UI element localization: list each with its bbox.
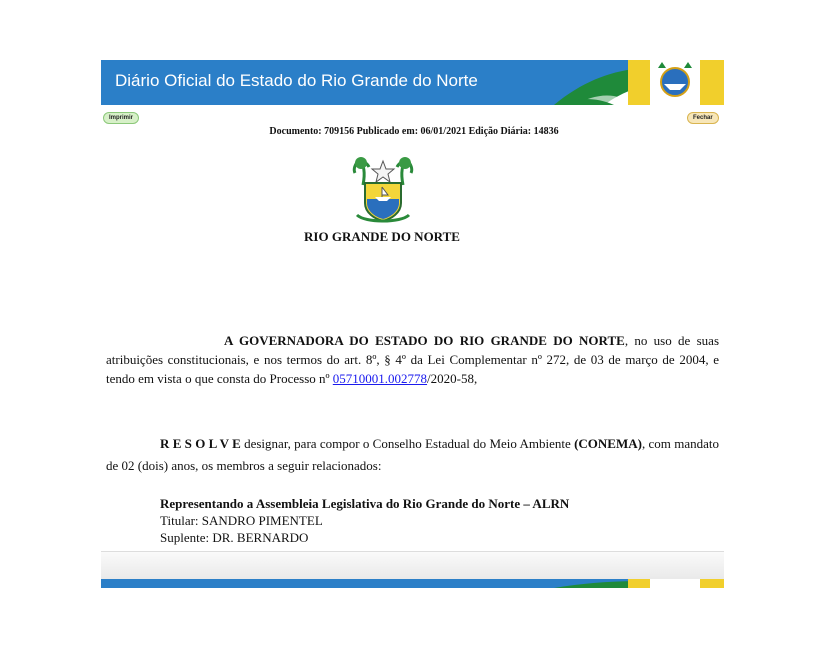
paragraph-governor: [106, 331, 719, 388]
state-flag-icon: [554, 60, 724, 105]
header-title: Diário Oficial do Estado do Rio Grande do Norte: [115, 71, 478, 90]
governor-lead: A GOVERNADORA DO ESTADO DO RIO GRANDE DO NORTE: [224, 333, 625, 348]
member-suplente: Suplente: DR. BERNARDO: [160, 530, 309, 545]
header-banner: [101, 60, 724, 105]
process-link[interactable]: 05710001.002778: [332, 371, 428, 386]
footer-flag-icon: [554, 579, 724, 588]
member-block: [160, 495, 569, 546]
document-info: Documento: 709156 Publicado em: 06/01/2021 Edição Diária: 14836: [269, 126, 559, 137]
close-button[interactable]: Fechar: [687, 112, 719, 124]
state-coat-of-arms-icon: [351, 155, 415, 225]
resolve-text-1: designar, para compor o Conselho Estadual do Meio Ambiente: [240, 436, 575, 451]
process-suffix: /2020-58,: [427, 371, 478, 386]
resolve-text-2: , com mandato de 02 (dois) anos, os membros a seguir relacionados:: [106, 436, 719, 473]
resolve-lead: R E S O L V E: [160, 436, 241, 451]
print-button[interactable]: Imprimir: [103, 112, 139, 124]
state-title: RIO GRANDE DO NORTE: [304, 229, 460, 244]
governor-text: , no uso de suas atribuições constitucionais, e nos termos do art. 8º, § 4º da Lei Complementar nº 272, de 03 de março de 2004, e tendo em vista o que consta do Processo nº: [106, 333, 720, 386]
conema-label: (CONEMA): [574, 436, 642, 451]
member-titular: Titular: SANDRO PIMENTEL: [160, 513, 323, 528]
page-shade: [101, 551, 724, 580]
member-heading: Representando a Assembleia Legislativa do Rio Grande do Norte – ALRN: [160, 496, 570, 511]
footer-banner: [101, 579, 724, 588]
paragraph-resolve: [106, 433, 719, 477]
